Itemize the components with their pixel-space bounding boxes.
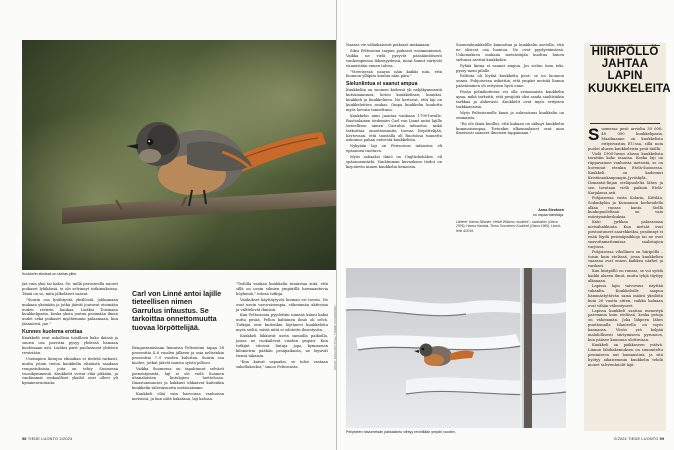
- paragraph: Myös sahaaksi ilmiö on Unglückshäher, eli epäonnennärhi. Vanhimman kuvauksen tiedot on kirjoitettu nimen kuukkelin keinoista.: [346, 155, 442, 169]
- paragraph: jää vain yksi tai kaksi. Se, millä perusteella nuoret poikaset lyhikäisiä, ei ole selvinnyt tutkimuksissa. Tämä on se, mitä jälkeläiset saavat.: [22, 282, 118, 296]
- paragraph: Kuukkeli on paikkaseen ystävä. Linnun lähihakemuksen on suunniteltu pesimiseen nut humanstinä, ja sitä hyötyy aikaisemmin kuukkelin tehdä monet talveenhuolit lajit.: [588, 342, 663, 367]
- left-column-3: [236, 282, 328, 370]
- paragraph: [588, 127, 663, 152]
- paragraph: Kuukkeliin on suomen kielessä yli neljäkymmentä kutsumanimeä, koten kuukkelinen, kuuuksi, kuukkeli ja kuukkelinen. Ne kertovat, että laji on kuukkeleitten asukas. Ompa kuukkelin kuuluttu myös lorvain tunnettuna.: [346, 88, 442, 112]
- paragraph: Lapissa lajin taivuvuus näyttää vakaalta. Kuukkeloille saapuu hämmästyttävän sama määrä yksilöitä kuin 20 vuotta sitten, vaikka kaluaan ovat vähän vähentyneet.: [588, 284, 663, 308]
- paragraph: Vielä 1900-luvun alussa kuukkelista tavattiin koko maassa. Koska laji on riippuvainen vanhoista metsistä, se on huvennut etenkin Etelä-Suomessa. Kuukkeli on kadonnut Kristiinankaupungin–Jyväskylä–Ilomantsi-linjan eteläpuolelta lähes ja sen tavataan vielä paikoin Etelä-Karjalassa asti.: [588, 151, 663, 195]
- paragraph: Suomenkuukkelille kannattaa ja kuukkelin asetella, että ne olisivat osa luontoa. Ne ovat pyydystämässä. Uskomuksen mukaan metsästäjän kuoltua hänen sielunsa asettui kuukkeliin.: [456, 43, 564, 62]
- subheading-sielunlintua: Sielunlintua ei saanut ampua: [346, 81, 418, 88]
- paragraph: Pesän pelmikoitessa voi olla erinomaista kuukkelin apua, mikä tarkoitti, että pesijöitä olisi saada saaliistakin tarkkaa ja ahkerasti. Kuukkelit ovat myös erityisen tarkkaavaisia.: [456, 90, 564, 109]
- paragraph: Kato jyrkkaa palaeasiasa metsähakkuuta. Kun metsät ovat pirstoutuneet saarekkeiksi, pesöinnyt ei enää löydä pesimäpaikkoja tai ne ovat saavuttamattomissa saalistajien varjossa.: [588, 220, 663, 249]
- author-name: Anna Sievänen: [538, 208, 564, 212]
- paragraph: Vanhukset käyttäytyvät hieman eri tavoin. Ne ovat usein varovaisempia, vähemmän aktiivisia ja välttelevät ihmisiä.: [236, 297, 328, 312]
- paragraph: Pohjoisessa vihollinen on hiiripöllö – toisin kuin etelässä, jossa kuukkelien vaarana ovat ennen kaikkea närhet ja varikset.: [588, 249, 663, 269]
- paragraph: "Suurin osa lysähtyvää yksilöistä, johkamaan mukaan yksinään ja jotka jäävät joutuvat etsimään uuden reviirin kaukaa. Lisäksi Toisinaan kuukkeliparin, koska yksin joutuu pesimään ilman uudet sekä poikaset myöhemmin palaamaan, kun jäännöstä, jne.": [22, 297, 118, 327]
- drop-cap: S: [588, 125, 600, 144]
- pull-quote: Carl von Linné antoi lajille tieteellisen nimen Garrulus infaustus. Se tarkoittaa onnettomuutta tuovaa lörpöttelijää.: [132, 289, 222, 332]
- left-page-number: 58: [22, 437, 27, 441]
- sidebar-lead: uomessa pesii arviolta 30 000–40 000 kuukkeliparia. Maailmanne on kuukkelista erityisvastuu EU:ssa, sillä noin puolet alueen kuukkeleista pesii täällä.: [588, 127, 663, 151]
- subheading-kunnes: Kunnes kuolema erottaa: [22, 329, 83, 336]
- right-column-2: [456, 43, 564, 137]
- snowy-forest-photo: [346, 268, 566, 428]
- author-signature: [456, 208, 564, 217]
- sidebar-title: HIIRIPÖLLÖ JAHTAA LAPIN KUUKKELEITA: [588, 46, 671, 95]
- siberian-jay-photo: [22, 40, 336, 270]
- bird-illustration: [22, 40, 336, 270]
- gutter: [336, 0, 337, 450]
- snow-illustration: [346, 268, 566, 428]
- paragraph: Naaras vie väliaikaisesti poikaset mukanaan.: [346, 43, 431, 47]
- paragraph: "Kun kaivat vapaaksi, se tulee vastaan sukellukseksi," sanoo Peltosinsta.: [236, 359, 328, 369]
- paragraph: "En ole ikinä kuullut, että kukaan on nähnyt kuukkelin kummoisempaa. Tietenkin ulkomaalaiset ovat aina ilmeisesti saaneet ilmeisen tappamaan.": [456, 121, 564, 136]
- paragraph: Kuukkeli liikkuvat usein samoilla paikoilla, joissa ne ruokailevat vuoden ympäri. Kun tutkijat sitoivat lintuja jopa kymmenen kilometrin päähän pesäpaikasta, ne löysivät tiensä takaisin.: [236, 334, 328, 358]
- right-page-number: 59: [659, 437, 665, 441]
- paragraph: Kuukkelin nimi juontaa vanhaan 1700-luvulle. Ruotsalainen tiedemies Carl von Linné antoi lajille tieteellisen nimen Garrulus infaustus, mikä tarkoittaa onnettomuutta tuovaa lörpöttelijää. Kertovaan, että taustalla oli Ruotsissa tunnettu uskomus pahan enteestä kuukkelista.: [346, 113, 442, 143]
- left-folio: [22, 437, 72, 441]
- paragraph: Myös Peltosiemelle kausi ja sulavaisuus kuukkelin on ominaista.: [456, 110, 564, 120]
- paragraph: Kun hiiripöllö on runsas, se voi syödä kaikki alueen ilmut, mutta tyhjä täyttyy alkanaan.: [588, 269, 663, 284]
- photo-caption-right: Pellysteen havumetsän pakkaslintu viihtyy reviirillään ympäri vuoden.: [346, 430, 456, 434]
- sidebar-rule-bottom: [590, 123, 660, 124]
- paragraph: Pyhää lintua ei saanut ampua. Jos sielun tuon teki, pyssy meni pilalle.: [456, 63, 564, 73]
- author-role: on vapaa toimittaja.: [532, 212, 564, 217]
- paragraph: Kuukkelit ovat uskollisia toisilleen koko ikänsä ja suurin osa pareista pysyy yhdessä hamaan kuolemaan asti. Lisäksi parit puolustavat yhteistä reviiriään.: [22, 336, 118, 355]
- right-folio: [614, 437, 664, 441]
- right-folio-title: 2/2024 TIEDE LUONTO: [614, 437, 659, 441]
- sidebar-text: [588, 127, 663, 367]
- paragraph: "Todella vanhan kuukkelin tunnistaa siitä, että sillä on usein silmien ympärillä harmaantuvia höyheniä," toteaa tutkija.: [236, 282, 328, 296]
- right-column-1: [346, 43, 442, 171]
- left-column-1: [22, 282, 118, 387]
- paragraph: Nykyään laji on Perisoreus infaustus eli epäonnea tuottava.: [346, 144, 442, 154]
- paragraph: Useimpien lintujen elinaikaa ei tiedetä tarkasti, mutta jotain tietoa kuukkelin eliniästä saadaan rengastuksista, joita on tehty Suomessa vuosikymmeniä. Kuukkelit voivat elää pitkään, ja vanhimmat renkaalliset yksilöt ovat olleet yli kymmenvuotiaita.: [22, 356, 118, 386]
- paragraph: Rengastamistaan linnuista Peltosiemi tapaa 28 prosenttia 4–6 vuoden jälkeen ja osia nelisenkin prosenttia 7–9 vuoden kuluttua. Suurin osa kuolee, jotkut jäävät muista syistä pilloon.: [132, 346, 224, 365]
- left-column-2: [132, 346, 224, 403]
- paragraph: "Viereisessä naaras näin kaikki niin, että luonnon ylläpito kuuluu näin päin.": [346, 69, 442, 79]
- paragraph: Paltinta oli löytää kuukkelin pesä: se toi luonnon onnea. Pohjoisessa uskottiin, että ympäri metsää linnun päästäminen oli erityisen hyvä enne.: [456, 74, 564, 89]
- left-folio-title: TIEDE LUONTO 2/2024: [27, 437, 73, 441]
- paragraph: Lapissa kuukkeli saattaa menestyä paremmin kuin etelässä, koska petoja on vähemmän. Joka lähpeen lähes puuttomalla tilanteella on myös kannansa. Vörön yrä kelpää mahdollisesti siirtymiseen pyrunoon, kun pääsee kuunuun ulottuvaan.: [588, 308, 663, 342]
- sources: Lähteet: Hanna Sillanen, Heikki Willamo: kuukkeli – salakaihto (Otava 2005); Hanna Hautala, Teuvo Suominen: Kuukkeli (Otava 1990); Linnut-lehti 4/2016.: [456, 220, 562, 233]
- paragraph: Vaikka Suomessa on tapahtunut selvästi pienentymistä, laji ei ole vielä Suomen uhanalaisten lintulajien luettelossa. Ilmastonmuutos ja hakkuut uhkaavat kuitenkin kuukkelin tulevaisuutta metsissämme.: [132, 366, 224, 391]
- photo-caption-left: Kuukkelin silmissä on utelias pilke.: [22, 272, 78, 276]
- paragraph: Siksi Peltosiemi tarpuu poikaset ensimmäisenä. Vaikka ne vielä pysyvät pääsääntöisesti vanhempiensa läheisyydessä, muut linnut siirtyvät viimeistään ennen talvea.: [346, 48, 442, 68]
- paragraph: Kun Peltosinsta pyydettiin nimeää kiinni kaksi uutta pesää, Pellon kaltainen ilmiö oli selvä. Tutkijat ovat kuitenkin löytäneet kuukkeleita myös sieltä, mistä niitä ei odotettu ilmestyvän.: [236, 313, 328, 333]
- photo-credit: KUVAT: ESSI PALTTOLA, TOMMI VAUHKONEN: [333, 305, 337, 370]
- paragraph: Pohjoisessa vasta Kolarin, Kittilän, Sodankylän ja Kuusamon korkeudella alkaa runsas kanta. Siellä kuukopuoleltaan on vain esiintymiskeskuksia.: [588, 195, 663, 220]
- paragraph: Kuukkeli elää vain harvoissa vanhoissa metsissä, ja kun niitä hakataan, laji katoaa.: [132, 392, 224, 402]
